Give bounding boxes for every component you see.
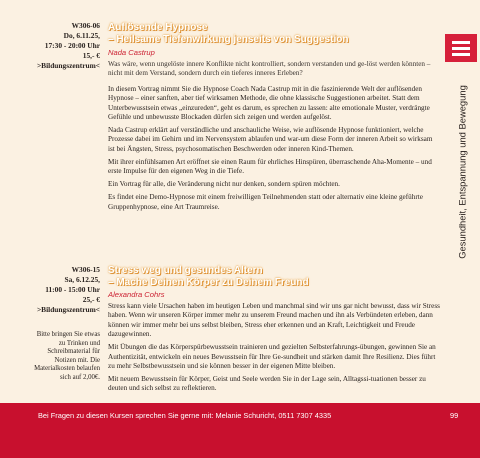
course1-body (108, 60, 440, 216)
course-paragraph: In diesem Vortrag nimmt Sie die Hypnose Coach Nada Castrup mit in die faszinierende Welt der auflösenden Hypnose – einer sanften, aber tief wirksamen Methode, die ohne klassische Suggestionen arbeitet. Statt dem Unterbewusstsein etwas „einzureden“, geht es darum, es sprechen zu lassen: alte emotionale Muster, verdrängte Gefühle und unbewusste Blockaden dürfen sich zeigen und werden aufgelöst. (108, 84, 430, 122)
course-paragraph: Nada Castrup erklärt auf verständliche und anschauliche Weise, wie auflösende Hypnose funktioniert, welche Prozesse dabei im Gehirn und im Nervensystem ablaufen und war-um diese Form der inneren Arbeit so wirksam ist bei Ängsten, Stress, psychosomatischen Beschwerden oder inneren Kind-Themen. (108, 126, 433, 153)
course-date: Sa, 6.12.25, (64, 275, 100, 284)
course-paragraph: Mit neuem Bewusstsein für Körper, Geist und Seele werden Sie in der Lage sein, Alltagssi-tuationen besser zu deuten und sich selbst zu reflektieren. (108, 375, 426, 393)
page-number: 99 (450, 411, 459, 420)
course-paragraph: Mit ihrer einfühlsamen Art eröffnet sie einen Raum für ehrliches Hinspüren, überraschende Aha-Momente – und erste Impulse für den eigenen Weg in die Tiefe. (108, 157, 432, 176)
course-time: 11:00 - 15:00 Uhr (45, 285, 100, 294)
course-paragraph: Stress kann viele Ursachen haben im heutigen Leben und manchmal sind wir uns gar nicht bewusst, dass wir Stress haben. Wenn wir unseren Körper immer mehr zu unserem Freund machen und ihn als Verbündeten erleben, dann können wir immer mehr bei uns selbst bleiben, Stress eher erkennen und an Kraft, Leichtigkeit und Freude dazugewinnen. (108, 302, 440, 339)
course2-meta (0, 265, 100, 383)
course1-meta (0, 21, 100, 71)
course-author: Alexandra Cohrs (108, 290, 165, 299)
course-paragraph: Es findet eine Demo-Hypnose mit einem freiwilligen Teilnehmenden statt oder alternativ eine kleine geführte Gruppenhypnose, eine Art Traumreise. (108, 193, 423, 211)
course-intro: Was wäre, wenn ungelöste innere Konflikte nicht kontrolliert, sondern verstanden und ge-löst werden könnten – nicht mit dem Verstand, sondern durch ein tieferes inneres Erleben? (108, 60, 431, 78)
section-label: Gesundheit, Entspannung und Bewegung (456, 85, 468, 259)
course-code: W306-15 (71, 265, 100, 274)
title-line-1: Stress weg und gesundes Altern (108, 265, 263, 276)
footer-contact: Bei Fragen zu diesen Kursen sprechen Sie gerne mit: Melanie Schuricht, 0511 7307 4335 (38, 411, 332, 420)
menu-button[interactable] (445, 34, 477, 62)
footer-bar (0, 403, 480, 458)
course-code: W306-06 (71, 21, 100, 30)
course-price: 15,- € (82, 51, 100, 60)
course-price: 25,- € (82, 295, 100, 304)
course-paragraph: Mit Übungen die das Körperspürbewusstsein trainieren und gezielten Selbsterfahrungs-übungen, gewinnen Sie an Authentizität, entwickeln ein neues Bewusstsein für Ihre Ge-sundheit und stärken damit Ihre Resilienz. Dies führt zu mehr Selbstbewusstsein und sie können besser in der eigenen Mitte bleiben. (108, 343, 436, 371)
section-side-label (451, 60, 473, 284)
course-location: >Bildungszentrum< (36, 61, 100, 70)
course-author: Nada Castrup (108, 48, 155, 57)
title-line-1: Auflösende Hypnose (108, 22, 208, 33)
course-date: Do, 6.11.25, (63, 31, 100, 40)
course-note: Bitte bringen Sie etwas zu Trinken und Schreibmaterial für Notizen mit. Die Materialkosten belaufen sich auf 2,00€. (34, 331, 100, 381)
course2-body (108, 302, 440, 397)
course-title (108, 22, 438, 46)
title-line-2: – Heilsame Tiefenwirkung jenseits von Suggestion (108, 34, 349, 45)
title-line-2: – Mache Deinen Körper zu Deinem Freund (108, 277, 309, 288)
course-paragraph: Ein Vortrag für alle, die Veränderung nicht nur denken, sondern spüren möchten. (108, 180, 340, 189)
course-location: >Bildungszentrum< (36, 305, 100, 314)
course-title (108, 265, 438, 289)
course-time: 17:30 - 20:00 Uhr (44, 41, 100, 50)
